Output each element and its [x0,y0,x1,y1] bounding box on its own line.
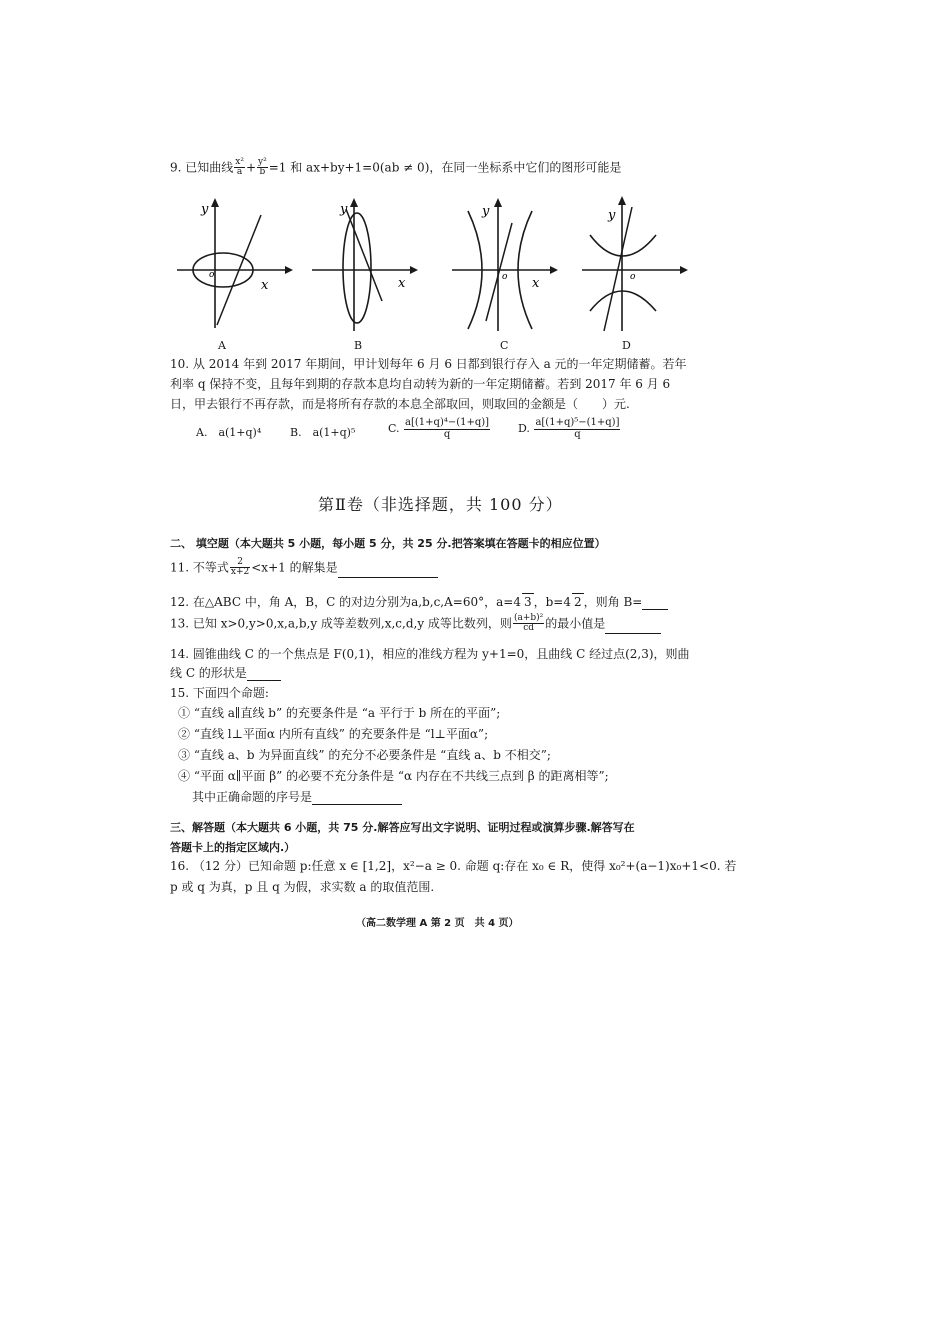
question-9 [170,158,621,178]
q11-fraction [230,558,250,578]
q15-item-4: ④ “平面 α∥平面 β” 的必要不充分条件是 “α 内存在不共线三点到 β 的距离相等”; [178,769,609,783]
q13-numerator: (a+b)² [513,613,544,623]
q13-fraction [513,614,544,634]
q10-line-2: 利率 q 保持不变，且每年到期的存款本息均自动转为新的一年定期储蓄。若到 2017 年 6 月 6 [170,377,671,391]
page-footer: （高二数学理 A 第 2 页 共 4 页） [356,918,519,929]
graph-a-y-label: y [201,202,209,217]
q14-answer-blank[interactable] [247,668,281,681]
q9-prefix: 9. 已知曲线 [170,160,234,175]
q10-option-c-numerator: a[(1+q)⁴−(1+q)] [405,417,490,428]
graph-b-label: B [354,339,363,352]
graph-b [310,193,430,333]
q13-suffix: 的最小值是 [545,616,606,631]
q15-answer-prompt: 其中正确命题的序号是 [192,790,313,804]
q14-line-1: 14. 圆锥曲线 C 的一个焦点是 F(0,1)，相应的准线方程为 y+1=0，且曲线 C 经过点(2,3)，则曲 [170,647,690,661]
q16-line-2: p 或 q 为真，p 且 q 为假，求实数 a 的取值范围. [170,880,435,894]
q9-fraction-1 [234,158,245,178]
q12-suffix: ，则角 B= [583,595,643,609]
q10-line-1: 10. 从 2014 年到 2017 年期间，甲计划每年 6 月 6 日都到银行存入 a 元的一年定期储蓄。若年 [170,357,687,371]
q12-mid: ，b=4 [533,595,571,609]
q10-option-c-denominator: q [443,428,451,440]
q13-answer-blank[interactable] [605,621,661,634]
part-2-title: 第Ⅱ卷（非选择题，共 100 分） [318,495,563,514]
q11-denominator: x+2 [230,567,250,578]
q12-sqrt-1: 3 [523,595,532,609]
q10-option-d-label: D. [518,422,530,435]
graph-d-label: D [622,339,631,352]
q9-fraction-2 [257,158,268,178]
graph-c-y-label: y [482,204,490,219]
q9-frac1-numerator: x² [235,157,244,167]
question-11 [170,558,438,578]
q14-line-2: 线 C 的形状是 [170,666,247,680]
q9-frac1-denominator: a [236,167,243,178]
q10-option-d [518,418,621,440]
graph-d [580,193,700,333]
q11-numerator: 2 [230,558,250,568]
section-3-header-line-2: 答题卡上的指定区域内.） [170,841,296,854]
graph-c-origin-label: o [502,272,508,282]
q9-frac2-numerator: y² [258,157,267,167]
q10-option-c-fraction [404,418,490,440]
q14-line-2-wrap [170,665,281,681]
graph-b-x-label: x [398,276,406,291]
graph-a [175,193,295,333]
graph-a-x-label: x [261,278,269,293]
graph-a-origin-label: o [209,270,215,280]
q15-item-2: ② “直线 l⊥平面α 内所有直线” 的充要条件是 “l⊥平面α”; [178,727,489,741]
q12-prefix: 12. 在△ABC 中，角 A，B，C 的对边分别为a,b,c,A=60°，a=4 [170,595,521,609]
q9-suffix: =1 和 ax+by+1=0(ab ≠ 0)，在同一坐标系中它们的图形可能是 [268,160,622,175]
graph-b-y-label: y [340,202,348,217]
q10-option-c-label: C. [388,422,400,435]
graph-c [450,193,570,333]
graph-c-x-label: x [532,276,540,291]
q15-item-3: ③ “直线 a、b 为异面直线” 的充分不必要条件是 “直线 a、b 不相交”; [178,748,551,762]
q10-option-d-fraction [534,418,620,440]
q9-plus: + [245,160,257,175]
q10-option-d-denominator: q [574,428,581,440]
q10-option-b: B. a(1+q)⁵ [290,426,356,439]
question-13 [170,614,661,634]
q11-answer-blank[interactable] [338,565,438,578]
q12-answer-blank[interactable] [642,597,668,610]
graph-d-y-label: y [608,208,616,223]
q16-line-1: 16. （12 分）已知命题 p:任意 x ∈ [1,2]，x²−a ≥ 0. 命题 q:存在 x₀ ∈ R，使得 x₀²+(a−1)x₀+1<0. 若 [170,859,737,873]
q11-suffix: <x+1 的解集是 [251,560,338,575]
section-2-header: 二、 填空题（本大题共 5 小题，每小题 5 分，共 25 分.把答案填在答题卡的相应位置） [170,537,606,550]
graph-d-origin-label: o [630,272,636,282]
q15-item-1: ① “直线 a∥直线 b” 的充要条件是 “a 平行于 b 所在的平面”; [178,706,501,720]
q10-option-a: A. a(1+q)⁴ [196,426,262,439]
q11-prefix: 11. 不等式 [170,560,229,575]
graph-c-label: C [500,339,509,352]
q9-frac2-denominator: b [259,167,266,178]
q15-answer-blank[interactable] [312,792,402,805]
q13-prefix: 13. 已知 x>0,y>0,x,a,b,y 成等差数列,x,c,d,y 成等比数列，则 [170,616,512,631]
q15-answer-wrap [192,789,402,805]
q10-option-c [388,418,491,440]
q12-sqrt-2: 2 [573,595,582,609]
q15-title: 15. 下面四个命题: [170,686,269,700]
q10-option-d-numerator: a[(1+q)⁵−(1+q)] [535,417,620,428]
question-12 [170,593,668,610]
q13-denominator: cd [523,623,534,634]
section-3-header-line-1: 三、解答题（本大题共 6 小题，共 75 分.解答应写出文字说明、证明过程或演算步骤.解答写在 [170,821,635,834]
q10-line-3: 日，甲去银行不再存款，而是将所有存款的本息全部取回，则取回的金额是（ ）元. [170,397,630,411]
graph-a-label: A [218,339,226,352]
